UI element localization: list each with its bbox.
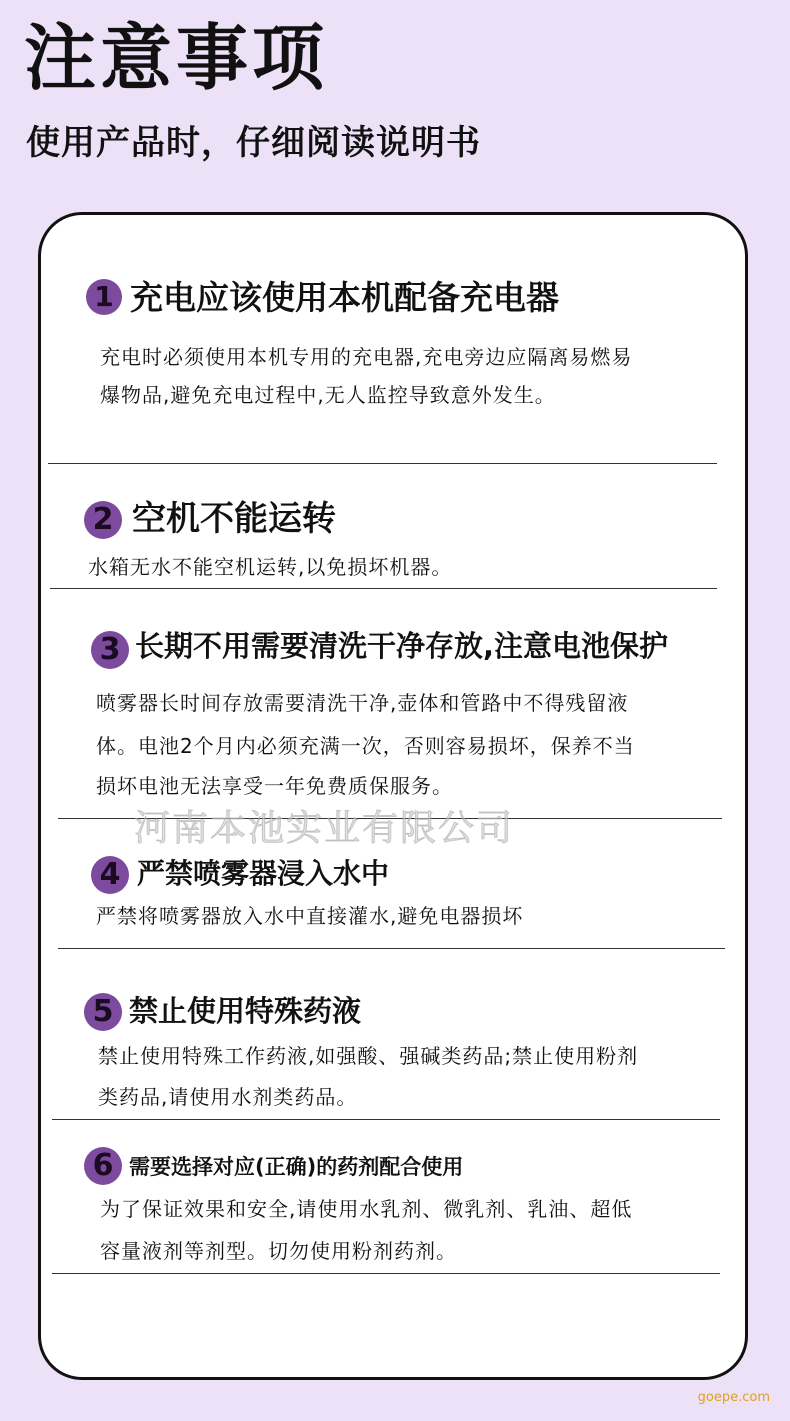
item-4-badge	[91, 856, 129, 894]
item-1-line-2: 爆物品,避免充电过程中,无人监控导致意外发生。	[100, 383, 556, 407]
item-3-line-2: 体。电池2个月内必须充满一次，否则容易损坏，保养不当	[96, 734, 635, 758]
item-1-line-1: 充电时必须使用本机专用的充电器,充电旁边应隔离易燃易	[100, 345, 633, 369]
item-2-heading: 空机不能运转	[132, 499, 336, 539]
site-watermark: goepe.com	[697, 1390, 770, 1405]
watermark: 河南本池实业有限公司	[134, 808, 515, 849]
item-5-badge	[84, 993, 122, 1031]
item-3-number: 3	[99, 632, 121, 667]
item-3-line-3: 损坏电池无法享受一年免费质保服务。	[96, 774, 453, 798]
item-6-line-1: 为了保证效果和安全,请使用水乳剂、微乳剂、乳油、超低	[100, 1197, 633, 1221]
item-6-line-2: 容量液剂等剂型。切勿使用粉剂药剂。	[100, 1239, 457, 1263]
item-4-heading: 严禁喷雾器浸入水中	[137, 857, 390, 890]
item-1-heading: 充电应该使用本机配备充电器	[130, 278, 559, 317]
item-5-line-2: 类药品,请使用水剂类药品。	[98, 1085, 358, 1109]
item-5-number: 5	[92, 994, 114, 1029]
item-1-badge	[86, 279, 122, 315]
item-6-heading: 需要选择对应(正确)的药剂配合使用	[129, 1155, 464, 1179]
divider-2	[50, 588, 717, 589]
item-2-line-1: 水箱无水不能空机运转,以免损坏机器。	[88, 555, 453, 579]
item-3-heading: 长期不用需要清洗干净存放,注意电池保护	[135, 629, 669, 663]
page-title: 注意事项	[24, 16, 329, 100]
item-6-badge	[84, 1147, 122, 1185]
divider-1	[48, 463, 717, 464]
item-3-badge	[91, 631, 129, 669]
item-3-line-1: 喷雾器长时间存放需要清洗干净,壶体和管路中不得残留液	[96, 691, 629, 715]
item-5-line-1: 禁止使用特殊工作药液,如强酸、强碱类药品;禁止使用粉剂	[98, 1044, 639, 1068]
page-subtitle: 使用产品时，仔细阅读说明书	[26, 123, 481, 163]
item-2-badge	[84, 501, 122, 539]
item-1-number: 1	[94, 280, 114, 313]
divider-4	[58, 948, 725, 949]
item-4-number: 4	[99, 857, 121, 892]
item-4-line-1: 严禁将喷雾器放入水中直接灌水,避免电器损坏	[96, 904, 524, 928]
divider-6	[52, 1273, 720, 1274]
item-2-number: 2	[92, 502, 114, 537]
divider-5	[52, 1119, 720, 1120]
item-6-number: 6	[92, 1148, 114, 1183]
item-5-heading: 禁止使用特殊药液	[129, 994, 362, 1028]
